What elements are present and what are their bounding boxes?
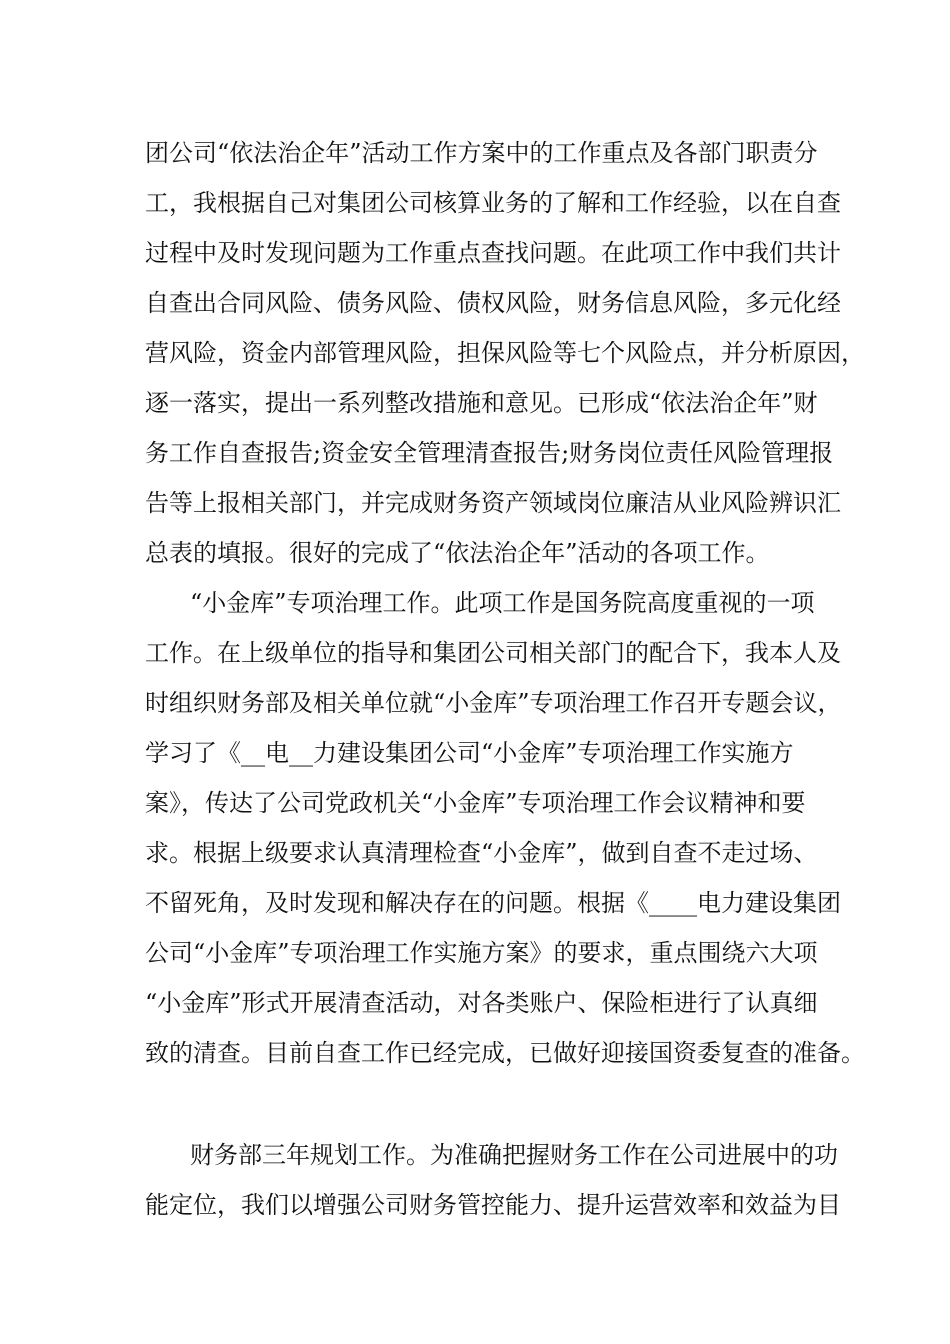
text-line: 不留死角，及时发现和解决存在的问题。根据《____电力建设集团 [145,889,841,917]
text-line: 学习了《__电__力建设集团公司“小金库”专项治理工作实施方 [145,739,794,767]
text-line: “小金库”形式开展清查活动，对各类账户、保险柜进行了认真细 [145,989,818,1017]
text-line: 求。根据上级要求认真清理检查“小金库”，做到自查不走过场、 [145,839,818,867]
text-line: 告等上报相关部门，并完成财务资产领域岗位廉洁从业风险辨识汇 [145,489,841,517]
text-line: 营风险，资金内部管理风险，担保风险等七个风险点，并分析原因， [145,339,865,367]
text-line: 财务部三年规划工作。为准确把握财务工作在公司进展中的功 [190,1141,838,1169]
text-line: 自查出合同风险、债务风险、债权风险，财务信息风险，多元化经 [145,289,841,317]
text-line: 过程中及时发现问题为工作重点查找问题。在此项工作中我们共计 [145,239,841,267]
text-line: 工作。在上级单位的指导和集团公司相关部门的配合下，我本人及 [145,639,841,667]
text-line: 能定位，我们以增强公司财务管控能力、提升运营效率和效益为目 [145,1191,841,1219]
text-line: 致的清查。目前自查工作已经完成，已做好迎接国资委复查的准备。 [145,1039,865,1067]
text-line: 案》，传达了公司党政机关“小金库”专项治理工作会议精神和要 [145,789,806,817]
text-line: 逐一落实，提出一系列整改措施和意见。已形成“依法治企年”财 [145,389,818,417]
text-line: 时组织财务部及相关单位就“小金库”专项治理工作召开专题会议， [145,689,842,717]
text-line: 公司“小金库”专项治理工作实施方案》的要求，重点围绕六大项 [145,939,818,967]
text-line: 团公司“依法治企年”活动工作方案中的工作重点及各部门职责分 [145,139,818,167]
text-line: “小金库”专项治理工作。此项工作是国务院高度重视的一项 [190,589,815,617]
text-line: 工，我根据自己对集团公司核算业务的了解和工作经验，以在自查 [145,189,841,217]
text-line: 总表的填报。很好的完成了“依法治企年”活动的各项工作。 [145,539,770,567]
text-line: 务工作自查报告;资金安全管理清查报告;财务岗位责任风险管理报 [145,439,834,467]
